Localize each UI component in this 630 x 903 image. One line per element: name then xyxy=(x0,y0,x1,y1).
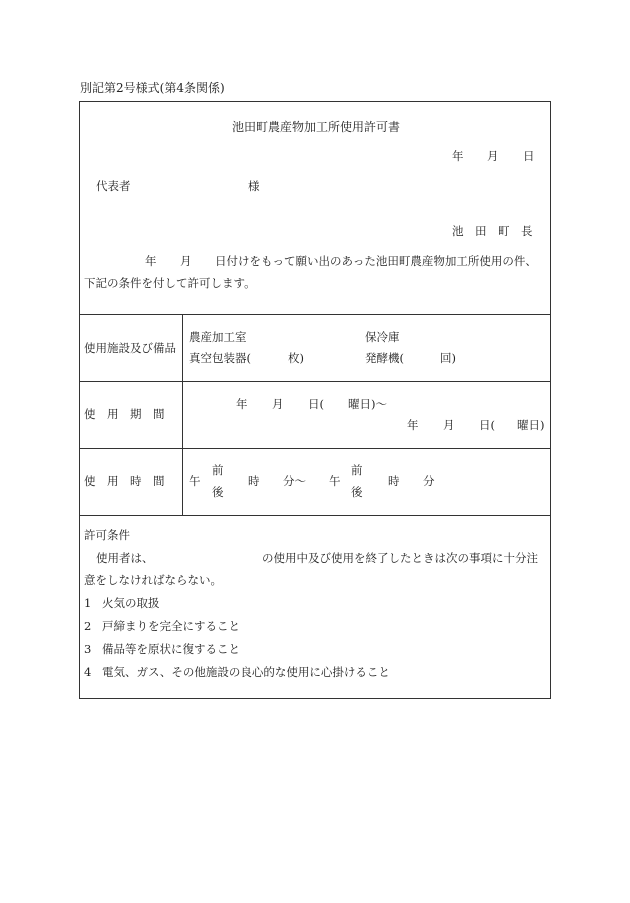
period-label: 使 用 期 間 xyxy=(84,407,165,421)
period-end-month: 月 xyxy=(443,418,455,432)
condition-number: 3 xyxy=(84,642,92,656)
condition-number: 1 xyxy=(84,596,92,610)
divider-hours-conditions xyxy=(79,515,551,516)
condition-number: 2 xyxy=(84,619,92,633)
period-end-weekday: 曜日) xyxy=(517,418,545,432)
facility-processing-room: 農産加工室 xyxy=(189,330,247,344)
facilities-label: 使用施設及び備品 xyxy=(84,341,176,355)
label-column-divider xyxy=(182,314,183,515)
conditions-heading: 許可条件 xyxy=(84,528,130,542)
end-am-mark: 前 xyxy=(351,463,363,477)
date-year-label: 年 xyxy=(452,149,464,163)
facility-fermenter: 発酵機( xyxy=(365,351,404,365)
date-day-label: 日 xyxy=(523,149,535,163)
end-hour-label: 時 xyxy=(388,474,400,488)
form-number-label: 別記第2号様式(第4条関係) xyxy=(80,81,225,95)
end-pm-mark: 後 xyxy=(351,485,363,499)
start-hour-label: 時 xyxy=(248,474,260,488)
condition-text: 火気の取扱 xyxy=(102,596,160,610)
start-am-mark: 前 xyxy=(212,463,224,477)
representative-label: 代表者 xyxy=(96,179,131,193)
conditions-intro-rest: の使用中及び使用を終了したときは次の事項に十分注 xyxy=(262,551,538,565)
end-noon-mark: 午 xyxy=(329,474,341,488)
start-minute-label: 分～ xyxy=(283,474,306,488)
condition-text: 電気、ガス、その他施設の良心的な使用に心掛けること xyxy=(102,665,390,679)
body-line-1: 日付けをもって願い出のあった池田町農産物加工所使用の件、 xyxy=(215,254,537,268)
divider-period-hours xyxy=(79,448,551,449)
start-noon-mark: 午 xyxy=(189,474,201,488)
period-start-year: 年 xyxy=(236,397,248,411)
facility-vacuum-packer-unit: 枚) xyxy=(288,351,304,365)
start-pm-mark: 後 xyxy=(212,485,224,499)
body-month-label: 月 xyxy=(180,254,192,268)
facility-fermenter-unit: 回) xyxy=(440,351,456,365)
end-minute-label: 分 xyxy=(423,474,435,488)
hours-label: 使 用 時 間 xyxy=(84,474,165,488)
period-end-day: 日( xyxy=(479,418,495,432)
facility-cold-storage: 保冷庫 xyxy=(365,330,400,344)
issuer-mayor: 池 田 町 長 xyxy=(452,224,533,238)
honorific-sama: 様 xyxy=(248,179,260,193)
condition-text: 戸締まりを完全にすること xyxy=(102,619,240,633)
period-start-month: 月 xyxy=(272,397,284,411)
document-title: 池田町農産物加工所使用許可書 xyxy=(232,120,401,134)
date-month-label: 月 xyxy=(487,149,499,163)
body-line-2: 下記の条件を付して許可します。 xyxy=(84,276,256,290)
conditions-intro-prefix: 使用者は、 xyxy=(96,551,154,565)
divider-facilities-period xyxy=(79,381,551,382)
condition-text: 備品等を原状に復すること xyxy=(102,642,240,656)
facility-vacuum-packer: 真空包装器( xyxy=(189,351,251,365)
condition-number: 4 xyxy=(84,665,92,679)
body-year-label: 年 xyxy=(145,254,157,268)
divider-header-facilities xyxy=(79,314,551,315)
conditions-intro-line-2: 意をしなければならない。 xyxy=(84,573,222,587)
period-end-year: 年 xyxy=(407,418,419,432)
period-start-weekday: 曜日)～ xyxy=(348,397,387,411)
period-start-day: 日( xyxy=(308,397,324,411)
